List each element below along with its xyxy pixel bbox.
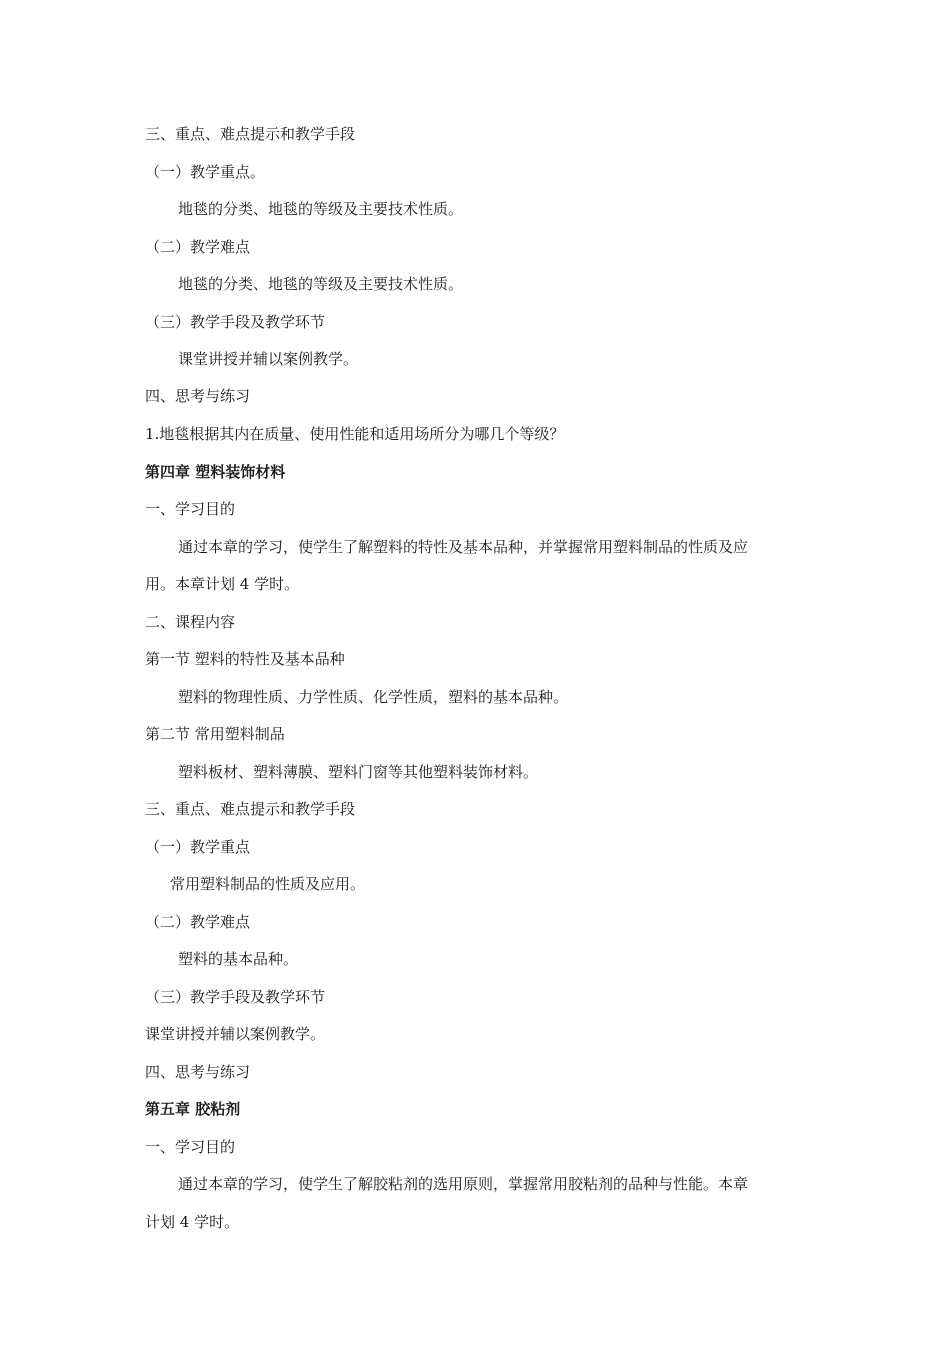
section-heading: 一、学习目的 [145, 500, 236, 518]
section-heading: 三、重点、难点提示和教学手段 [145, 125, 356, 143]
paragraph-continuation: 计划 4 学时。 [145, 1213, 240, 1231]
paragraph: 地毯的分类、地毯的等级及主要技术性质。 [178, 275, 464, 293]
section-heading: 四、思考与练习 [145, 1063, 251, 1081]
paragraph: 通过本章的学习，使学生了解塑料的特性及基本品种，并掌握常用塑料制品的性质及应 [178, 538, 749, 556]
chapter-title: 第四章 塑料装饰材料 [145, 463, 286, 481]
section-heading: 一、学习目的 [145, 1138, 236, 1156]
section-heading: 三、重点、难点提示和教学手段 [145, 800, 356, 818]
paragraph: 塑料的物理性质、力学性质、化学性质，塑料的基本品种。 [178, 688, 569, 706]
question-item: 1.地毯根据其内在质量、使用性能和适用场所分为哪几个等级？ [145, 425, 565, 443]
subsection-heading: （三）教学手段及教学环节 [145, 313, 326, 331]
subsection-heading: （二）教学难点 [145, 238, 251, 256]
paragraph: 通过本章的学习，使学生了解胶粘剂的选用原则，掌握常用胶粘剂的品种与性能。本章 [178, 1175, 749, 1193]
subsection-heading: 第二节 常用塑料制品 [145, 725, 285, 743]
section-heading: 四、思考与练习 [145, 387, 251, 405]
subsection-heading: 第一节 塑料的特性及基本品种 [145, 650, 345, 668]
subsection-heading: （三）教学手段及教学环节 [145, 988, 326, 1006]
paragraph: 课堂讲授并辅以案例教学。 [178, 350, 359, 368]
subsection-heading: （二）教学难点 [145, 913, 251, 931]
chapter-title: 第五章 胶粘剂 [145, 1100, 241, 1118]
paragraph: 课堂讲授并辅以案例教学。 [145, 1025, 326, 1043]
paragraph-continuation: 用。本章计划 4 学时。 [145, 575, 300, 593]
paragraph: 塑料的基本品种。 [178, 950, 299, 968]
paragraph: 塑料板材、塑料薄膜、塑料门窗等其他塑料装饰材料。 [178, 763, 539, 781]
paragraph: 常用塑料制品的性质及应用。 [170, 875, 366, 893]
subsection-heading: （一）教学重点。 [145, 163, 266, 181]
subsection-heading: （一）教学重点 [145, 838, 251, 856]
paragraph: 地毯的分类、地毯的等级及主要技术性质。 [178, 200, 464, 218]
section-heading: 二、课程内容 [145, 613, 236, 631]
